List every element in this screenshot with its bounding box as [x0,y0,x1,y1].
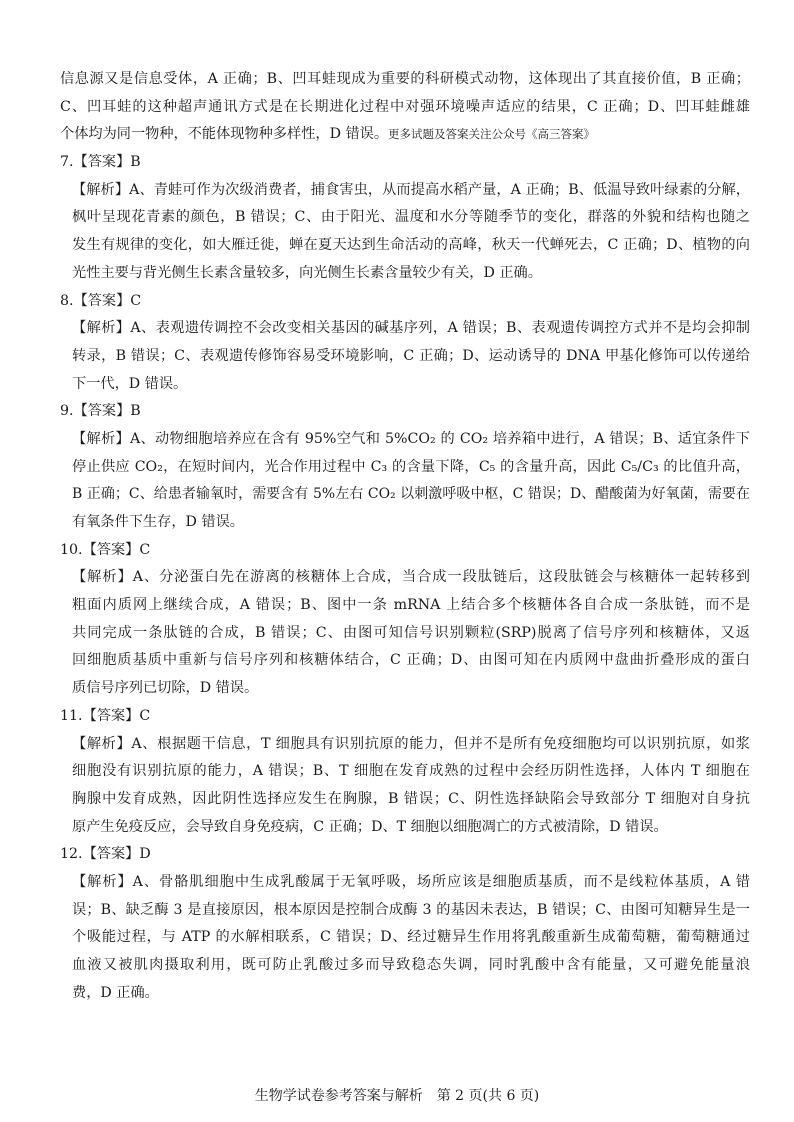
explanation-line [60,121,750,149]
line-text: 枫叶呈现花青素的颜色，B 错误；C、由于阳光、温度和水分等随季节的变化，群落的外貌和结构也随之 [72,209,750,226]
line-text: 停止供应 CO₂，在短时间内，光合作用过程中 C₃ 的含量下降，C₅ 的含量升高，因此 C₅/C₃ 的比值升高， [72,458,750,475]
explanation-line [60,675,750,703]
line-text: 费，D 正确。 [72,984,159,1001]
answer-heading: 10.【答案】C [60,541,151,558]
line-text: 【解析】A、根据题干信息，T 细胞具有识别抗原的能力，但并不是所有免疫细胞均可以识别抗原，如浆 [72,735,750,752]
explanation-line [60,481,750,509]
explanation-line [60,980,750,1008]
explanation-line [60,924,750,952]
line-text: 胸腺中发育成熟，因此阴性选择应发生在胸腺，B 错误；C、阴性选择缺陷会导致部分 T 细胞对自身抗 [72,790,750,807]
line-text: 回细胞质基质中重新与信号序列和核糖体结合，C 正确；D、由图可知在内质网中盘曲折叠形成的蛋白 [72,652,750,669]
line-text: 【解析】A、表观遗传调控不会改变相关基因的碱基序列，A 错误；B、表观遗传调控方式并不是均会抑制 [72,320,750,337]
line-text: 下一代，D 错误。 [72,375,188,392]
line-text: 粗面内质网上继续合成，A 错误；B、图中一条 mRNA 上结合多个核糖体各自合成一条肽链，而不是 [72,597,750,614]
answer-heading: 7.【答案】B [60,154,141,171]
explanation-line [60,177,750,205]
explanation-line [60,260,750,288]
line-note: 更多试题及答案关注公众号《高三答案》 [388,127,596,142]
line-text: 误；B、缺乏酶 3 是直接原因，根本原因是控制合成酶 3 的基因未表达，B 错误；C、由图可知糖异生是一 [72,901,750,918]
answer-heading: 8.【答案】C [60,292,142,309]
line-text: B 正确；C、给患者输氧时，需要含有 5%左右 CO₂ 以刺激呼吸中枢，C 错误；D、醋酸菌为好氧菌，需要在 [72,486,750,503]
explanation-line [60,786,750,814]
line-text: C、凹耳蛙的这种超声通讯方式是在长期进化过程中对强环境噪声适应的结果，C 正确；D、凹耳蛙雌雄 [60,98,750,115]
line-text: 有氧条件下生存，D 错误。 [72,514,244,530]
explanation-line [60,592,750,620]
explanation-line [60,454,750,482]
explanation-line [60,315,750,343]
explanation-line [60,814,750,842]
explanation-line [60,343,750,371]
explanation-line [60,371,750,399]
line-text: 个吸能过程，与 ATP 的水解相联系，C 错误；D、经过糖异生作用将乳酸重新生成葡萄糖，葡萄糖通过 [72,929,750,946]
answer-heading: 9.【答案】B [60,403,141,420]
line-text: 【解析】A、分泌蛋白先在游离的核糖体上合成，当合成一段肽链后，这段肽链会与核糖体一起转移到 [72,569,750,586]
explanation-line [60,758,750,786]
answer-heading: 12.【答案】D [60,846,151,863]
explanation-line [60,204,750,232]
line-text: 细胞没有识别抗原的能力，A 错误；B、T 细胞在发育成熟的过程中会经历阴性选择，人体内 T 细胞在 [72,763,750,780]
line-text: 光性主要与背光侧生长素含量较多，向光侧生长素含量较少有关，D 正确。 [72,264,542,281]
line-text: 【解析】A、骨骼肌细胞中生成乳酸属于无氧呼吸，场所应该是细胞质基质，而不是线粒体基质，A 错 [72,873,750,890]
explanation-line [60,66,750,94]
explanation-line [60,647,750,675]
line-text: 信息源又是信息受体，A 正确；B、凹耳蛙现成为重要的科研模式动物，这体现出了其直接价值，B 正确； [60,71,750,87]
answer-content [60,66,750,1007]
explanation-line [60,731,750,759]
line-text: 个体均为同一物种，不能体现物种多样性，D 错误。 [60,126,389,143]
line-text: 【解析】A、青蛙可作为次级消费者，捕食害虫，从而提高水稻产量，A 正确；B、低温导致叶绿素的分解， [72,181,750,198]
explanation-line [60,869,750,897]
line-text: 质信号序列已切除，D 错误。 [72,680,259,697]
line-text: 【解析】A、动物细胞培养应在含有 95%空气和 5%CO₂ 的 CO₂ 培养箱中进行，A 错误；B、适宜条件下 [72,430,750,447]
line-text: 血液又被肌肉摄取利用，既可防止乳酸过多而导致稳态失调，同时乳酸中含有能量，又可避免能量浪 [72,957,750,973]
explanation-line [60,509,750,537]
line-text: 发生有规律的变化，如大雁迁徙，蝉在夏天达到生命活动的高峰，秋天一代蝉死去，C 正确；D、植物的向 [72,237,750,254]
line-text: 共同完成一条肽链的合成，B 错误；C、由图可知信号识别颗粒(SRP)脱离了信号序列和核糖体，又返 [72,624,750,641]
line-text: 原产生免疫反应，会导致自身免疫病，C 正确；D、T 细胞以细胞凋亡的方式被清除，D 错误。 [72,818,668,835]
line-text: 转录，B 错误；C、表观遗传修饰容易受环境影响，C 正确；D、运动诱导的 DNA 甲基化修饰可以传递给 [72,347,750,364]
explanation-line [60,232,750,260]
explanation-line [60,426,750,454]
answer-heading: 11.【答案】C [60,707,151,724]
page-footer: 生物学试卷参考答案与解析 第 2 页(共 6 页) [254,1088,540,1104]
explanation-line [60,564,750,592]
explanation-line [60,94,750,122]
explanation-line [60,620,750,648]
explanation-line [60,952,750,980]
explanation-line [60,897,750,925]
